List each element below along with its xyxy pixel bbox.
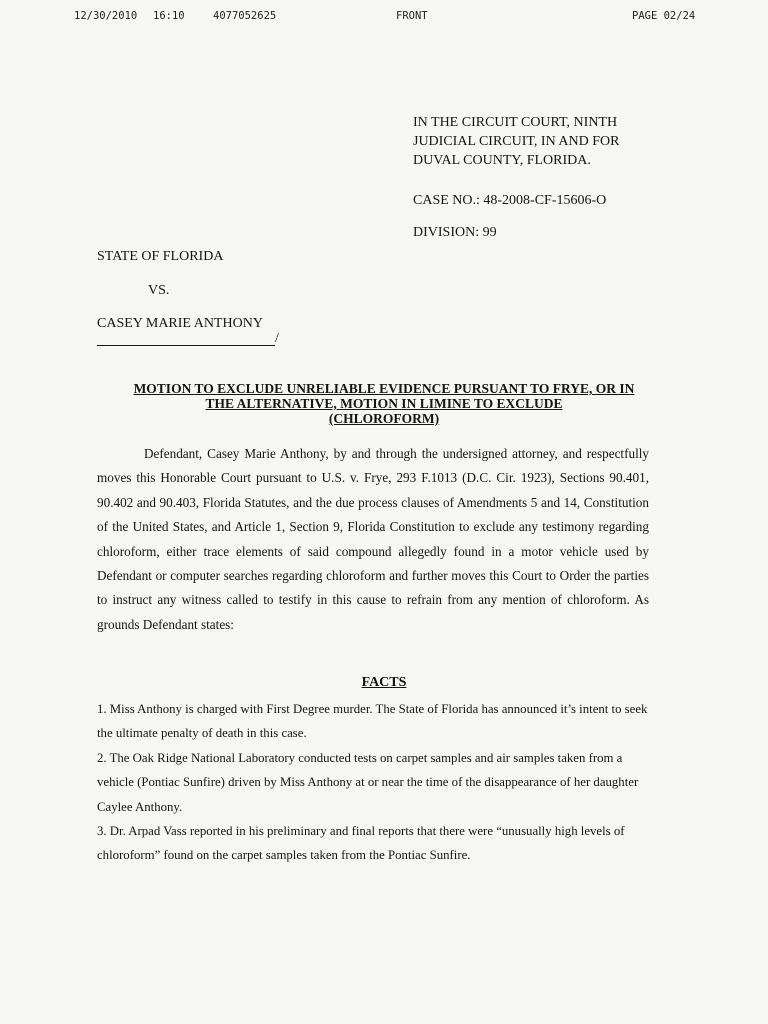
court-line-3: DUVAL COUNTY, FLORIDA. xyxy=(413,153,591,168)
court-line-1: IN THE CIRCUIT COURT, NINTH xyxy=(413,115,618,130)
motion-title xyxy=(100,381,668,426)
division: DIVISION: 99 xyxy=(413,225,497,240)
case-number: CASE NO.: 48-2008-CF-15606-O xyxy=(413,193,607,208)
versus: VS. xyxy=(148,283,170,298)
motion-title-line-3: (CHLOROFORM) xyxy=(328,411,440,426)
caption-rule xyxy=(97,337,275,346)
fax-phone: 4077052625 xyxy=(213,10,277,22)
facts-list xyxy=(97,697,649,868)
motion-body xyxy=(97,442,649,637)
defendant: CASEY MARIE ANTHONY xyxy=(97,316,263,331)
fax-label: FRONT xyxy=(396,10,428,22)
fax-page-number: PAGE 02/24 xyxy=(632,10,696,22)
facts-heading: FACTS xyxy=(361,675,407,690)
fact-item: 1. Miss Anthony is charged with First Degree murder. The State of Florida has announced it’s intent to seek the ultimate penalty of death in this case. xyxy=(97,702,648,741)
fact-item: 2. The Oak Ridge National Laboratory conducted tests on carpet samples and air samples taken from a vehicle (Pontiac Sunfire) driven by Miss Anthony at or near the time of the disappearance of her daughter Caylee Anthony. xyxy=(97,750,639,814)
fax-time: 16:10 xyxy=(153,10,185,22)
plaintiff: STATE OF FLORIDA xyxy=(97,249,224,264)
caption-slash: / xyxy=(275,331,279,346)
motion-title-line-1: MOTION TO EXCLUDE UNRELIABLE EVIDENCE PURSUANT TO FRYE, OR IN xyxy=(133,381,635,396)
court-line-2: JUDICIAL CIRCUIT, IN AND FOR xyxy=(413,134,620,149)
motion-paragraph: Defendant, Casey Marie Anthony, by and through the undersigned attorney, and respectfully moves this Honorable Court pursuant to U.S. v. Frye, 293 F.1013 (D.C. Cir. 1923), Sections 90.401, 90.402 and 90.403, Florida Statutes, and the due process clauses of Amendments 5 and 14, Constitution of the United States, and Article 1, Section 9, Florida Constitution to exclude any testimony regarding chloroform, either trace elements of said compound allegedly found in a motor vehicle used by Defendant or computer searches regarding chloroform and further moves this Court to Order the parties to instruct any witness called to testify in this cause to refrain from any mention of chloroform. As grounds Defendant states: xyxy=(97,446,649,632)
fact-item: 3. Dr. Arpad Vass reported in his preliminary and final reports that there were “unusually high levels of chloroform” found on the carpet samples taken from the Pontiac Sunfire. xyxy=(97,824,625,863)
fax-date: 12/30/2010 xyxy=(74,10,138,22)
motion-title-line-2: THE ALTERNATIVE, MOTION IN LIMINE TO EXCLUDE xyxy=(205,396,563,411)
court-caption xyxy=(413,113,663,242)
fax-header xyxy=(0,10,768,30)
